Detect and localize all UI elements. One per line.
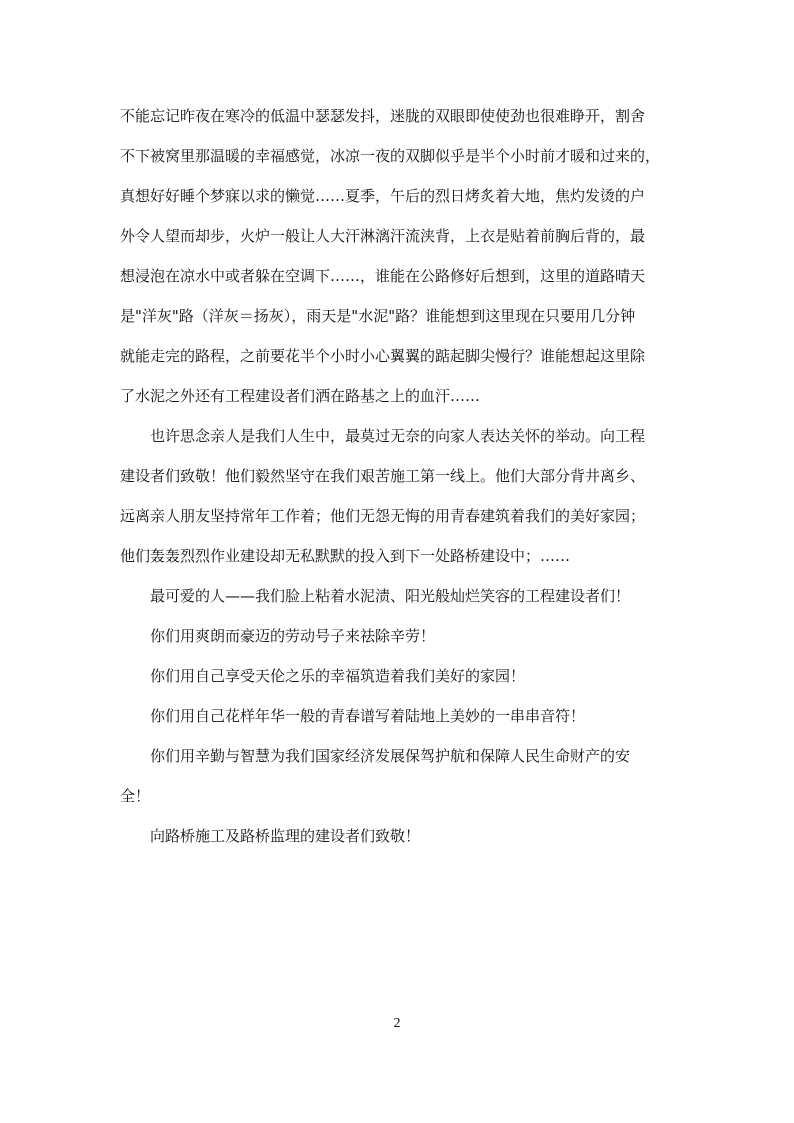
- text-line: 最可爱的人——我们脸上粘着水泥渍、阳光般灿烂笑容的工程建设者们！: [150, 587, 631, 605]
- text-line: 向路桥施工及路桥监理的建设者们致敬！: [150, 827, 421, 845]
- paragraph-5: [120, 656, 686, 696]
- text-line: 真想好好睡个梦寐以求的懒觉……夏季，午后的烈日烤炙着大地，焦灼发烫的户: [120, 187, 646, 205]
- text-line: 他们轰轰烈烈作业建设却无私默默的投入到下一处路桥建设中；……: [120, 547, 571, 565]
- paragraph-2: [120, 416, 686, 576]
- paragraph-3: [120, 576, 686, 616]
- paragraph-8: [120, 816, 686, 856]
- paragraph-1: [120, 96, 686, 416]
- text-line: 你们用辛勤与智慧为我们国家经济发展保驾护航和保障人民生命财产的安: [150, 747, 631, 765]
- text-line: 你们用爽朗而豪迈的劳动号子来祛除辛劳！: [150, 627, 436, 645]
- text-line: 不下被窝里那温暖的幸福感觉，冰凉一夜的双脚似乎是半个小时前才暖和过来的，: [120, 147, 661, 165]
- text-line: 全！: [120, 787, 151, 805]
- paragraph-6: [120, 696, 686, 736]
- text-line: 了水泥之外还有工程建设者们洒在路基之上的血汗……: [120, 387, 481, 405]
- paragraph-4: [120, 616, 686, 656]
- text-line: 不能忘记昨夜在寒冷的低温中瑟瑟发抖，迷胧的双眼即使使劲也很难睁开，割舍: [120, 107, 646, 125]
- text-line: 建设者们致敬！他们毅然坚守在我们艰苦施工第一线上。他们大部分背井离乡、: [120, 467, 646, 485]
- paragraph-7: [120, 736, 686, 816]
- text-line: 你们用自己花样年华一般的青春谱写着陆地上美妙的一串串音符！: [150, 707, 586, 725]
- text-line: 是"洋灰"路（洋灰＝扬灰），雨天是"水泥"路？谁能想到这里现在只要用几分钟: [120, 307, 636, 325]
- text-line: 想浸泡在凉水中或者躲在空调下……，谁能在公路修好后想到，这里的道路晴天: [120, 267, 646, 285]
- text-line: 远离亲人朋友坚持常年工作着；他们无怨无悔的用青春建筑着我们的美好家园；: [120, 507, 646, 525]
- document-body: [120, 96, 686, 856]
- page-number: 2: [393, 1016, 401, 1031]
- text-line: 也许思念亲人是我们人生中，最莫过无奈的向家人表达关怀的举动。向工程: [150, 427, 646, 445]
- text-line: 就能走完的路程，之前要花半个小时小心翼翼的踮起脚尖慢行？谁能想起这里除: [120, 347, 646, 365]
- text-line: 你们用自己享受天伦之乐的幸福筑造着我们美好的家园！: [150, 667, 526, 685]
- text-line: 外令人望而却步，火炉一般让人大汗淋漓汗流浃背，上衣是贴着前胸后背的，最: [120, 227, 646, 245]
